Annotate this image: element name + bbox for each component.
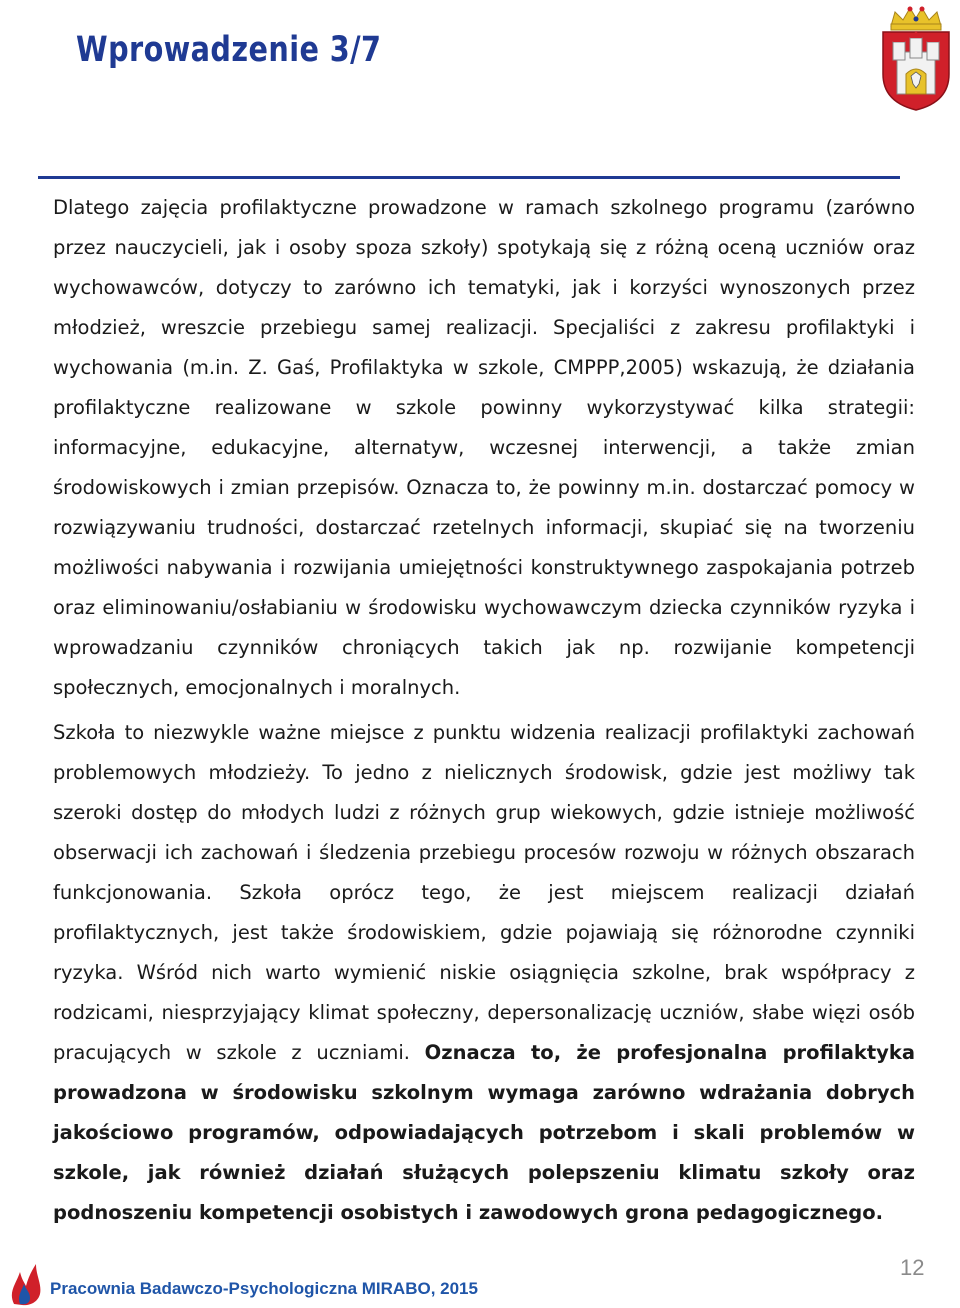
paragraph-strategies: Dlatego zajęcia profilaktyczne prowadzone w ramach szkolnego programu (zarówno przez nauczycieli, jak i osoby spoza szkoły) spotykają się z różną oceną uczniów oraz wychowawców, dotyczy to zarówno ich tematyki, jak i korzyści wynoszonych przez młodzież, wreszcie przebiegu samej realizacji. Specjaliści z zakresu profilaktyki i wychowania (m.in. Z. Gaś, Profilaktyka w szkole, CMPPP,2005) wskazują, że działania profilaktyczne realizowane w szkole powinny wykorzystywać kilka strategii: informacyjne, edukacyjne, alternatyw, wczesnej interwencji, a także zmian środowiskowych i zmian przepisów. Oznacza to, że powinny m.in. dostarczać pomocy w rozwiązywaniu trudności, dostarczać rzetelnych informacji, skupiać się na tworzeniu możliwości nabywania i rozwijania umiejętności konstruktywnego zaspokajania potrzeb oraz eliminowaniu/osłabianiu w środowisku wychowawczym dziecka czynników ryzyka i wprowadzaniu czynników chroniących takich jak np. rozwijanie kompetencji społecznych, emocjonalnych i moralnych. bbox=[53, 196, 915, 699]
slide-body bbox=[53, 188, 915, 1233]
paragraph-conclusion-bold: Oznacza to, że profesjonalna profilaktyka prowadzona w środowisku szkolnym wymaga zarówno wdrażania dobrych jakościowo programów, odpowiadających potrzebom i skali problemów w szkole, jak również działań służących polepszeniu klimatu szkoły oraz podnoszeniu kompetencji osobistych i zawodowych grona pedagogicznego. bbox=[53, 1041, 915, 1224]
flame-logo-icon bbox=[6, 1262, 46, 1306]
krakow-coat-of-arms-icon bbox=[877, 4, 955, 112]
header-divider bbox=[38, 176, 900, 179]
footer-organization: Pracownia Badawczo-Psychologiczna MIRABO, 2015 bbox=[50, 1279, 478, 1298]
paragraph-school-role-text: Szkoła to niezwykle ważne miejsce z punktu widzenia realizacji profilaktyki zachowań problemowych młodzieży. To jedno z nielicznych środowisk, gdzie jest możliwy tak szeroki dostęp do młodych ludzi z różnych grup wiekowych, gdzie istnieje możliwość obserwacji ich zachowań i śledzenia przebiegu procesów rozwoju w różnych obszarach funkcjonowania. Szkoła oprócz tego, że jest miejscem realizacji działań profilaktycznych, jest także środowiskiem, gdzie pojawiają się różnorodne czynniki ryzyka. Wśród nich warto wymienić niskie osiągnięcia szkolne, brak współpracy z rodzicami, niesprzyjający klimat społeczny, depersonalizację uczniów, słabe więzi osób pracujących w szkole z uczniami. bbox=[53, 721, 915, 1064]
paragraph-school-role bbox=[53, 713, 915, 1233]
slide-title: Wprowadzenie 3/7 bbox=[76, 30, 382, 70]
page-number: 12 bbox=[900, 1255, 925, 1280]
